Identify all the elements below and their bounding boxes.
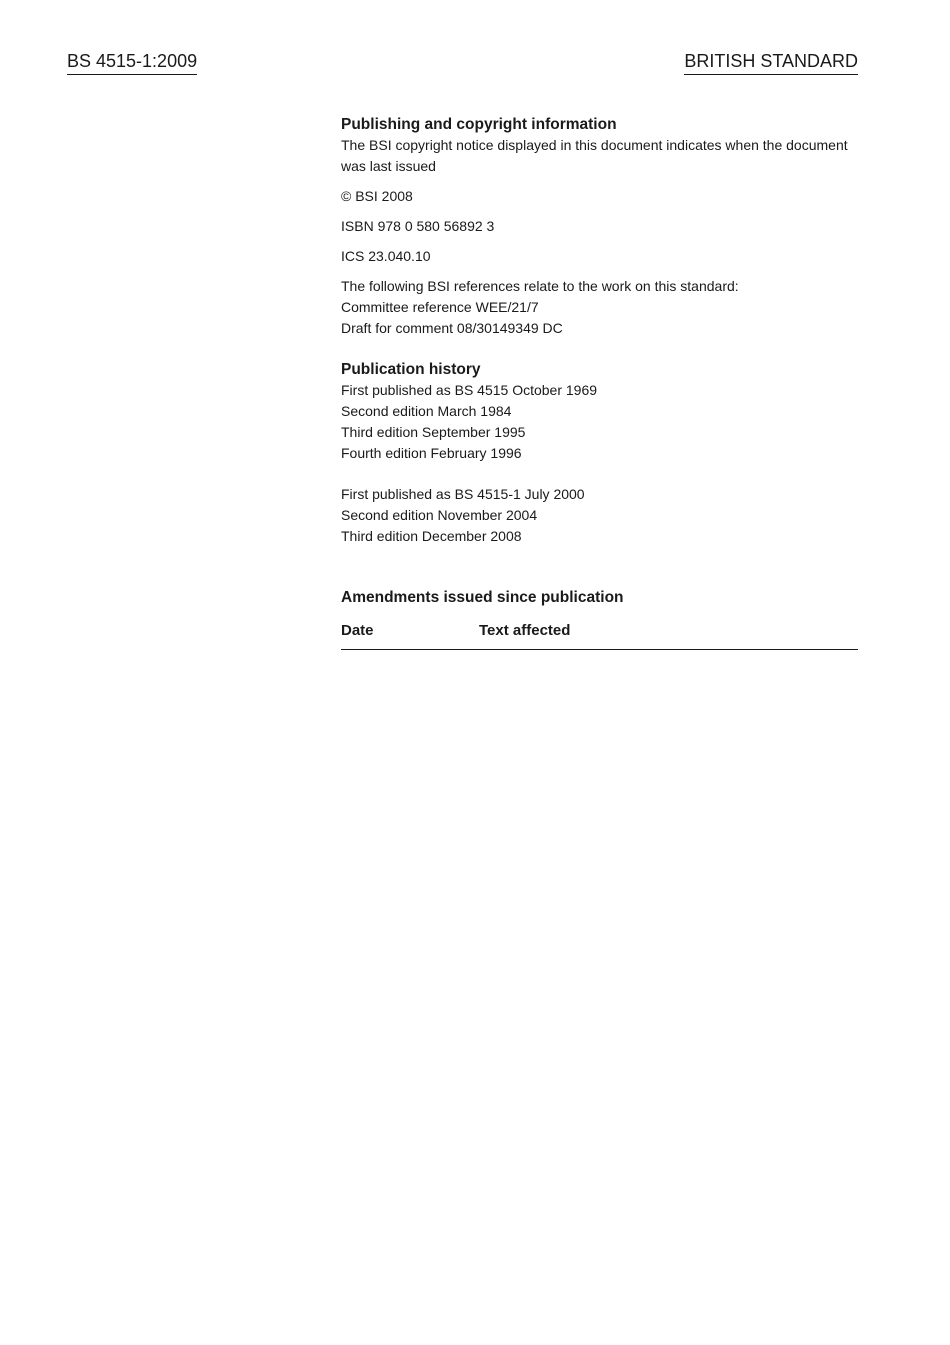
- amendments-heading: Amendments issued since publication: [341, 589, 624, 606]
- column-header-text-affected: Text affected: [479, 622, 571, 639]
- column-header-date: Date: [341, 622, 374, 639]
- copyright-notice: The BSI copyright notice displayed in this document indicates when the document was last issued: [341, 137, 848, 174]
- history-entry: First published as BS 4515 October 1969: [341, 382, 598, 398]
- ics-code: ICS 23.040.10: [341, 248, 431, 264]
- document-number: BS 4515-1:2009: [67, 50, 197, 75]
- draft-reference: Draft for comment 08/30149349 DC: [341, 320, 563, 336]
- history-entry: First published as BS 4515-1 July 2000: [341, 486, 585, 502]
- copyright-heading: Publishing and copyright information: [341, 116, 617, 133]
- copyright-line: © BSI 2008: [341, 188, 413, 204]
- document-type-label: BRITISH STANDARD: [684, 50, 858, 75]
- history-group-1: [341, 380, 858, 464]
- bsi-references: [341, 276, 858, 339]
- history-entry: Third edition September 1995: [341, 424, 526, 440]
- history-entry: Third edition December 2008: [341, 528, 522, 544]
- isbn: ISBN 978 0 580 56892 3: [341, 218, 495, 234]
- amendments-table-header: [341, 620, 858, 650]
- history-group-2: [341, 484, 858, 547]
- history-entry: Second edition March 1984: [341, 403, 512, 419]
- committee-reference: Committee reference WEE/21/7: [341, 299, 539, 315]
- publication-history-heading: Publication history: [341, 361, 481, 378]
- publishing-info-block: [341, 114, 858, 650]
- references-intro: The following BSI references relate to the work on this standard:: [341, 278, 739, 294]
- history-entry: Second edition November 2004: [341, 507, 538, 523]
- history-entry: Fourth edition February 1996: [341, 445, 522, 461]
